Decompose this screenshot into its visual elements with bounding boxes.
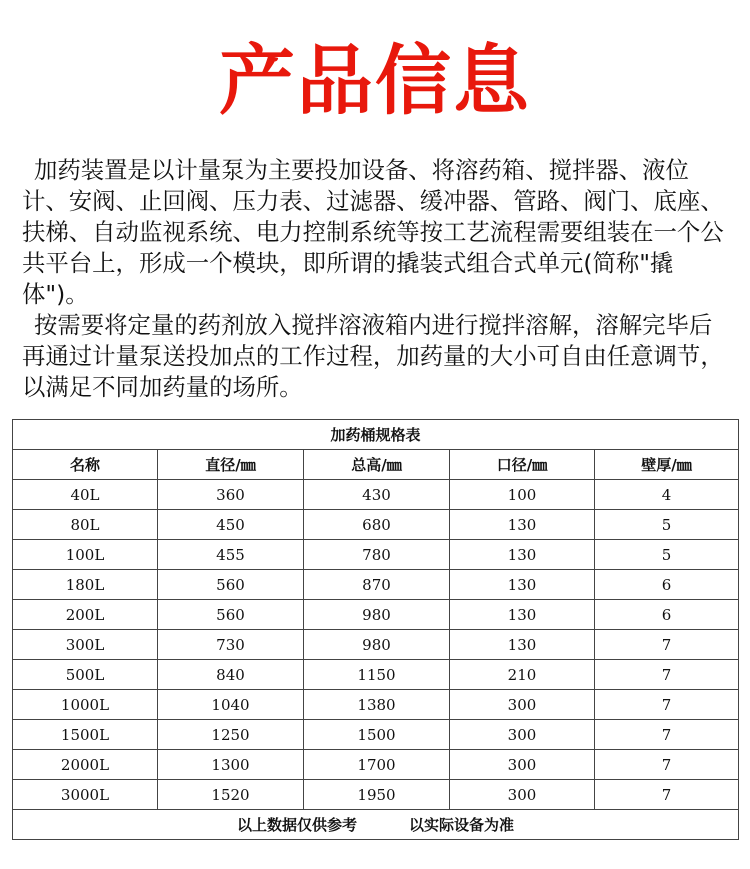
table-cell: 560 <box>158 570 304 600</box>
table-cell: 1500L <box>13 720 158 750</box>
table-cell: 1150 <box>304 660 450 690</box>
header-cell-opening: 口径/㎜ <box>450 450 595 480</box>
table-cell: 100 <box>450 480 595 510</box>
intro-text <box>22 155 728 403</box>
table-row <box>13 540 739 570</box>
table-cell: 1000L <box>13 690 158 720</box>
table-row <box>13 480 739 510</box>
table-cell: 430 <box>304 480 450 510</box>
note-right: 以实际设备为准 <box>409 816 515 834</box>
table-cell: 130 <box>450 510 595 540</box>
table-cell: 780 <box>304 540 450 570</box>
table-cell: 680 <box>304 510 450 540</box>
table-cell: 130 <box>450 600 595 630</box>
table-cell: 130 <box>450 570 595 600</box>
table-cell: 2000L <box>13 750 158 780</box>
table-cell: 5 <box>595 510 739 540</box>
table-cell: 5 <box>595 540 739 570</box>
table-cell: 870 <box>304 570 450 600</box>
table-caption-row <box>13 420 739 450</box>
table-cell: 6 <box>595 570 739 600</box>
table-cell: 1950 <box>304 780 450 810</box>
table-row <box>13 780 739 810</box>
table-cell: 300 <box>450 720 595 750</box>
table-note-row <box>13 810 739 840</box>
table-cell: 980 <box>304 630 450 660</box>
table-cell: 980 <box>304 600 450 630</box>
intro-paragraph-2: 按需要将定量的药剂放入搅拌溶液箱内进行搅拌溶解，溶解完毕后再通过计量泵送投加点的工作过程，加药量的大小可自由任意调节，以满足不同加药量的场所。 <box>22 311 724 401</box>
intro-paragraph-1: 加药装置是以计量泵为主要投加设备、将溶药箱、搅拌器、液位计、安阀、止回阀、压力表、过滤器、缓冲器、管路、阀门、底座、扶梯、自动监视系统、电力控制系统等按工艺流程需要组装在一个公共平台上，形成一个模块，即所谓的撬装式组合式单元(简称"撬体")。 <box>22 156 724 308</box>
table-cell: 6 <box>595 600 739 630</box>
table-cell: 40L <box>13 480 158 510</box>
table-cell: 1500 <box>304 720 450 750</box>
table-cell: 730 <box>158 630 304 660</box>
table-cell: 300L <box>13 630 158 660</box>
table-cell: 300 <box>450 780 595 810</box>
table-cell: 500L <box>13 660 158 690</box>
table-cell: 840 <box>158 660 304 690</box>
table-cell: 3000L <box>13 780 158 810</box>
table-cell: 1040 <box>158 690 304 720</box>
table-cell: 300 <box>450 750 595 780</box>
table-cell: 130 <box>450 540 595 570</box>
table-cell: 455 <box>158 540 304 570</box>
table-row <box>13 660 739 690</box>
table-cell: 4 <box>595 480 739 510</box>
table-body <box>13 480 739 810</box>
table-row <box>13 510 739 540</box>
header-cell-name: 名称 <box>13 450 158 480</box>
table-row <box>13 600 739 630</box>
table-cell: 1250 <box>158 720 304 750</box>
table-cell: 7 <box>595 660 739 690</box>
table-cell: 7 <box>595 720 739 750</box>
table-cell: 1380 <box>304 690 450 720</box>
table-cell: 560 <box>158 600 304 630</box>
table-row <box>13 690 739 720</box>
table-row <box>13 750 739 780</box>
table-note <box>13 810 739 840</box>
table-cell: 200L <box>13 600 158 630</box>
table-row <box>13 570 739 600</box>
table-cell: 300 <box>450 690 595 720</box>
table-cell: 1700 <box>304 750 450 780</box>
table-cell: 210 <box>450 660 595 690</box>
table-cell: 7 <box>595 780 739 810</box>
table-caption: 加药桶规格表 <box>13 420 739 450</box>
header-cell-diameter: 直径/㎜ <box>158 450 304 480</box>
table-cell: 7 <box>595 750 739 780</box>
table-cell: 180L <box>13 570 158 600</box>
table-cell: 450 <box>158 510 304 540</box>
table-cell: 130 <box>450 630 595 660</box>
table-cell: 7 <box>595 690 739 720</box>
note-left: 以上数据仅供参考 <box>236 816 357 834</box>
spec-table <box>12 419 739 840</box>
table-cell: 100L <box>13 540 158 570</box>
table-cell: 7 <box>595 630 739 660</box>
table-header-row <box>13 450 739 480</box>
page-title: 产品信息 <box>219 36 531 125</box>
table-cell: 360 <box>158 480 304 510</box>
table-row <box>13 720 739 750</box>
table-cell: 1520 <box>158 780 304 810</box>
header-cell-height: 总高/㎜ <box>304 450 450 480</box>
table-cell: 1300 <box>158 750 304 780</box>
header-cell-wall: 壁厚/㎜ <box>595 450 739 480</box>
table-row <box>13 630 739 660</box>
table-cell: 80L <box>13 510 158 540</box>
